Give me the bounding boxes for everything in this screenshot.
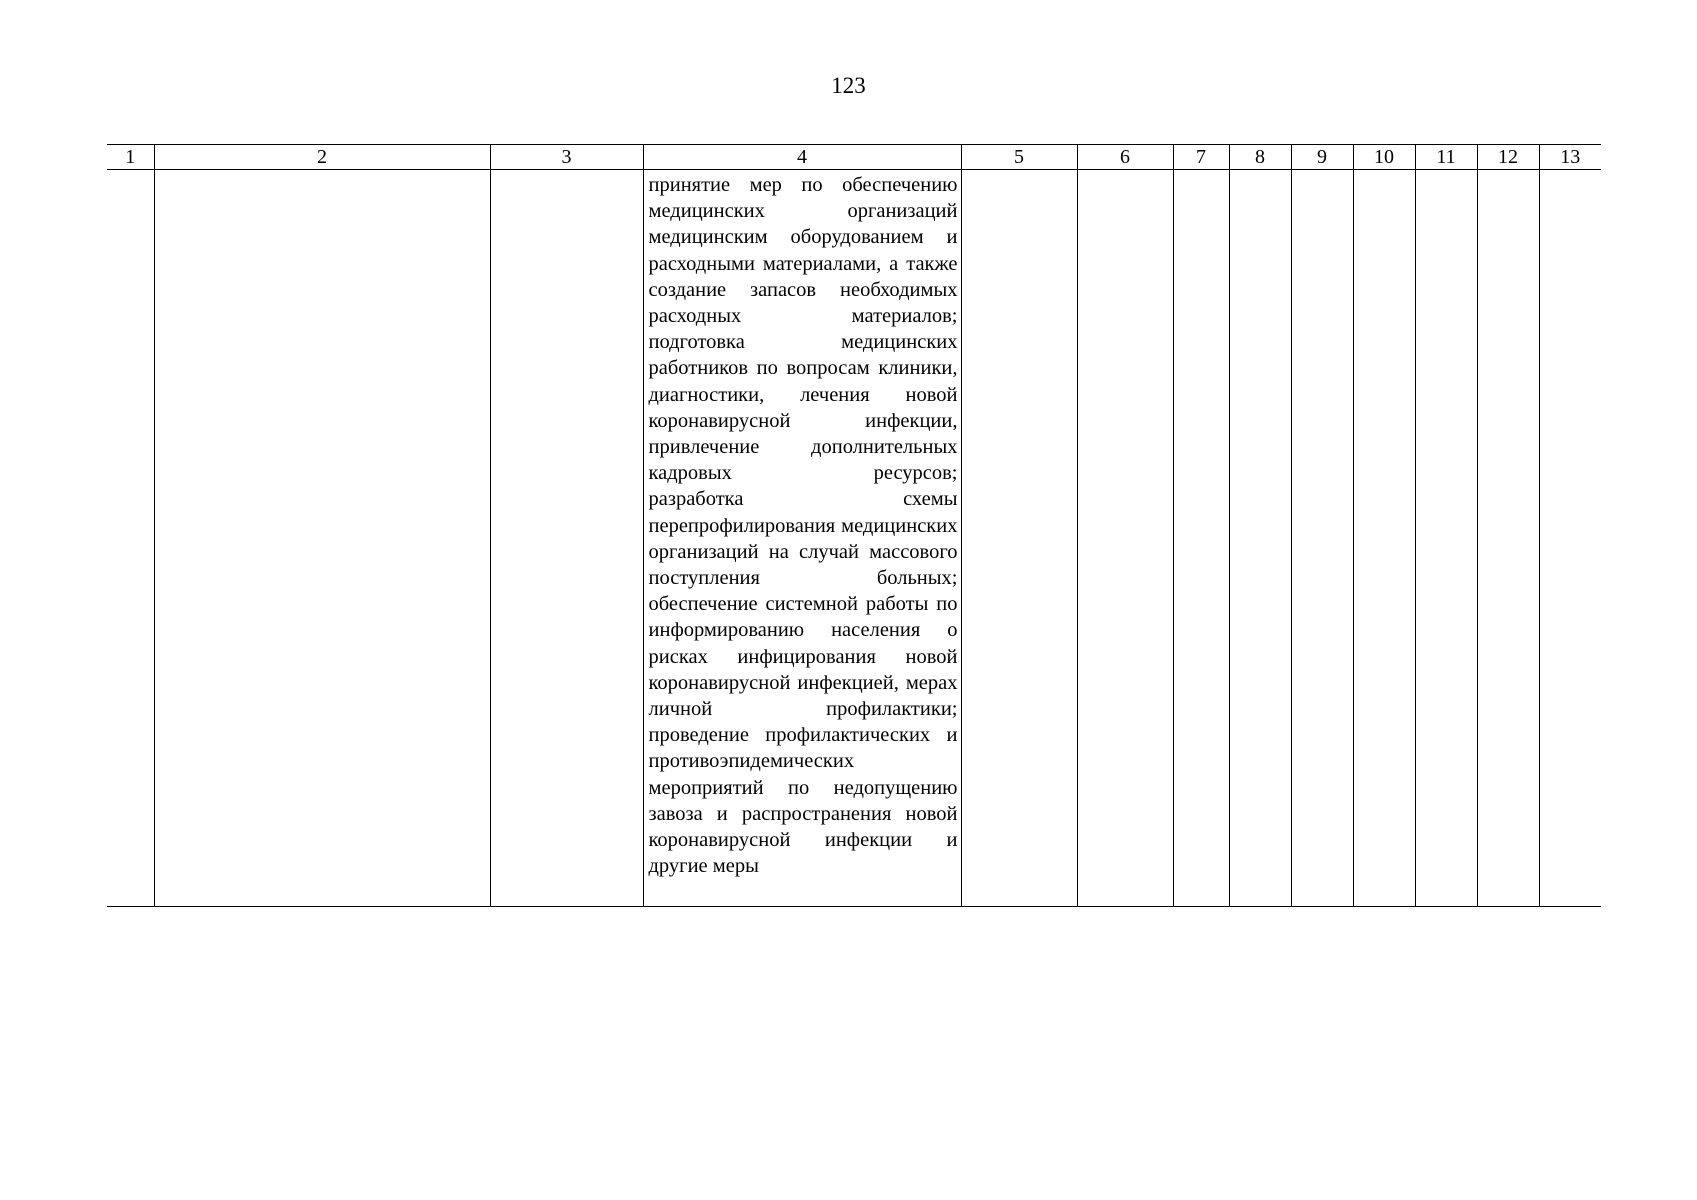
- cell-col-13: [1539, 170, 1601, 907]
- measure-item: разработка схемы перепрофилирования медицинских организаций на случай массового поступления больных;: [648, 488, 958, 590]
- cell-col-7: [1173, 170, 1229, 907]
- cell-col-11: [1415, 170, 1477, 907]
- column-header-8: 8: [1229, 145, 1291, 170]
- cell-col-6: [1077, 170, 1173, 907]
- cell-col-3: [490, 170, 643, 907]
- measures-list: [644, 170, 961, 879]
- column-header-5: 5: [961, 145, 1077, 170]
- column-header-1: 1: [107, 145, 154, 170]
- cell-col-4-measures: [643, 170, 961, 907]
- column-header-7: 7: [1173, 145, 1229, 170]
- header-row: [107, 145, 1601, 170]
- data-table: [107, 144, 1601, 907]
- measure-item: принятие мер по обеспечению медицинских организаций медицинским оборудованием и расходными материалами, а также создание запасов необходимых расходных материалов;: [648, 174, 958, 328]
- cell-col-10: [1353, 170, 1415, 907]
- measure-item: обеспечение системной работы по информированию населения о рисках инфицирования новой коронавирусной инфекцией, мерах личной профилактики;: [648, 593, 958, 721]
- column-header-9: 9: [1291, 145, 1353, 170]
- cell-col-2: [154, 170, 490, 907]
- column-header-11: 11: [1415, 145, 1477, 170]
- cell-col-12: [1477, 170, 1539, 907]
- column-header-12: 12: [1477, 145, 1539, 170]
- column-header-10: 10: [1353, 145, 1415, 170]
- column-header-3: 3: [490, 145, 643, 170]
- column-header-13: 13: [1539, 145, 1601, 170]
- column-header-2: 2: [154, 145, 490, 170]
- cell-col-9: [1291, 170, 1353, 907]
- table-header: [107, 145, 1601, 170]
- cell-col-1: [107, 170, 154, 907]
- measure-item: проведение профилактических и противоэпидемических мероприятий по недопущению завоза и распространения новой коронавирусной инфекции и другие меры: [648, 724, 958, 878]
- cell-col-8: [1229, 170, 1291, 907]
- page-number: 123: [831, 73, 866, 98]
- column-header-4: 4: [643, 145, 961, 170]
- table-row: [107, 170, 1601, 907]
- measure-item: подготовка медицинских работников по вопросам клиники, диагностики, лечения новой коронавирусной инфекции, привлечение дополнительных кадровых ресурсов;: [648, 331, 958, 485]
- cell-col-5: [961, 170, 1077, 907]
- column-header-6: 6: [1077, 145, 1173, 170]
